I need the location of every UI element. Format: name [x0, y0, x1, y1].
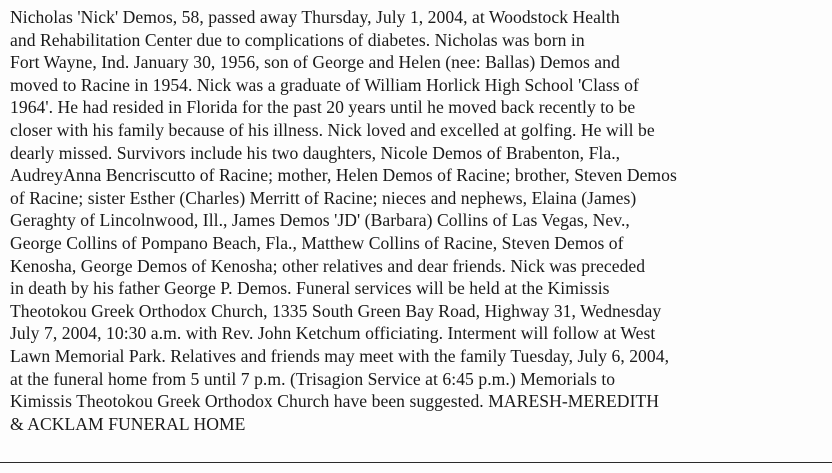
obituary-line-2: and Rehabilitation Center due to complications of diabetes. Nicholas was born in	[10, 29, 585, 50]
obituary-line-9: of Racine; sister Esther (Charles) Merritt of Racine; nieces and nephews, Elaina (James)	[10, 187, 637, 208]
obituary-line-12: Kenosha, George Demos of Kenosha; other relatives and dear friends. Nick was preceded	[10, 255, 646, 276]
obituary-line-1: Nicholas 'Nick' Demos, 58, passed away Thursday, July 1, 2004, at Woodstock Health	[10, 7, 620, 27]
obituary-line-19: & ACKLAM FUNERAL HOME	[10, 413, 246, 434]
obituary-line-13: in death by his father George P. Demos. Funeral services will be held at the Kimissis	[10, 278, 610, 299]
obituary-line-4: moved to Racine in 1954. Nick was a graduate of William Horlick High School 'Class of	[10, 74, 639, 95]
obituary-line-15: July 7, 2004, 10:30 a.m. with Rev. John Ketchum officiating. Interment will follow at West	[10, 323, 656, 344]
obituary-line-17: at the funeral home from 5 until 7 p.m. (Trisagion Service at 6:45 p.m.) Memorials to	[10, 368, 616, 389]
obituary-line-10: Geraghty of Lincolnwood, Ill., James Demos 'JD' (Barbara) Collins of Las Vegas, Nev.,	[10, 210, 630, 231]
obituary-line-5: 1964'. He had resided in Florida for the past 20 years until he moved back recently to be	[10, 97, 636, 118]
obituary-line-14: Theotokou Greek Orthodox Church, 1335 South Green Bay Road, Highway 31, Wednesday	[10, 300, 662, 321]
bottom-divider	[0, 462, 832, 463]
obituary-line-6: closer with his family because of his illness. Nick loved and excelled at golfing. He will be	[10, 119, 655, 140]
obituary-line-7: dearly missed. Survivors include his two daughters, Nicole Demos of Brabenton, Fla.,	[10, 142, 621, 163]
obituary-text	[10, 6, 830, 435]
obituary-line-8: AudreyAnna Bencriscutto of Racine; mother, Helen Demos of Racine; brother, Steven Demos	[10, 165, 677, 186]
obituary-line-16: Lawn Memorial Park. Relatives and friends may meet with the family Tuesday, July 6, 2004,	[10, 345, 670, 366]
obituary-line-18: Kimissis Theotokou Greek Orthodox Church have been suggested. MARESH-MEREDITH	[10, 391, 660, 412]
obituary-line-3: Fort Wayne, Ind. January 30, 1956, son of George and Helen (nee: Ballas) Demos and	[10, 52, 620, 73]
obituary-line-11: George Collins of Pompano Beach, Fla., Matthew Collins of Racine, Steven Demos of	[10, 232, 624, 253]
